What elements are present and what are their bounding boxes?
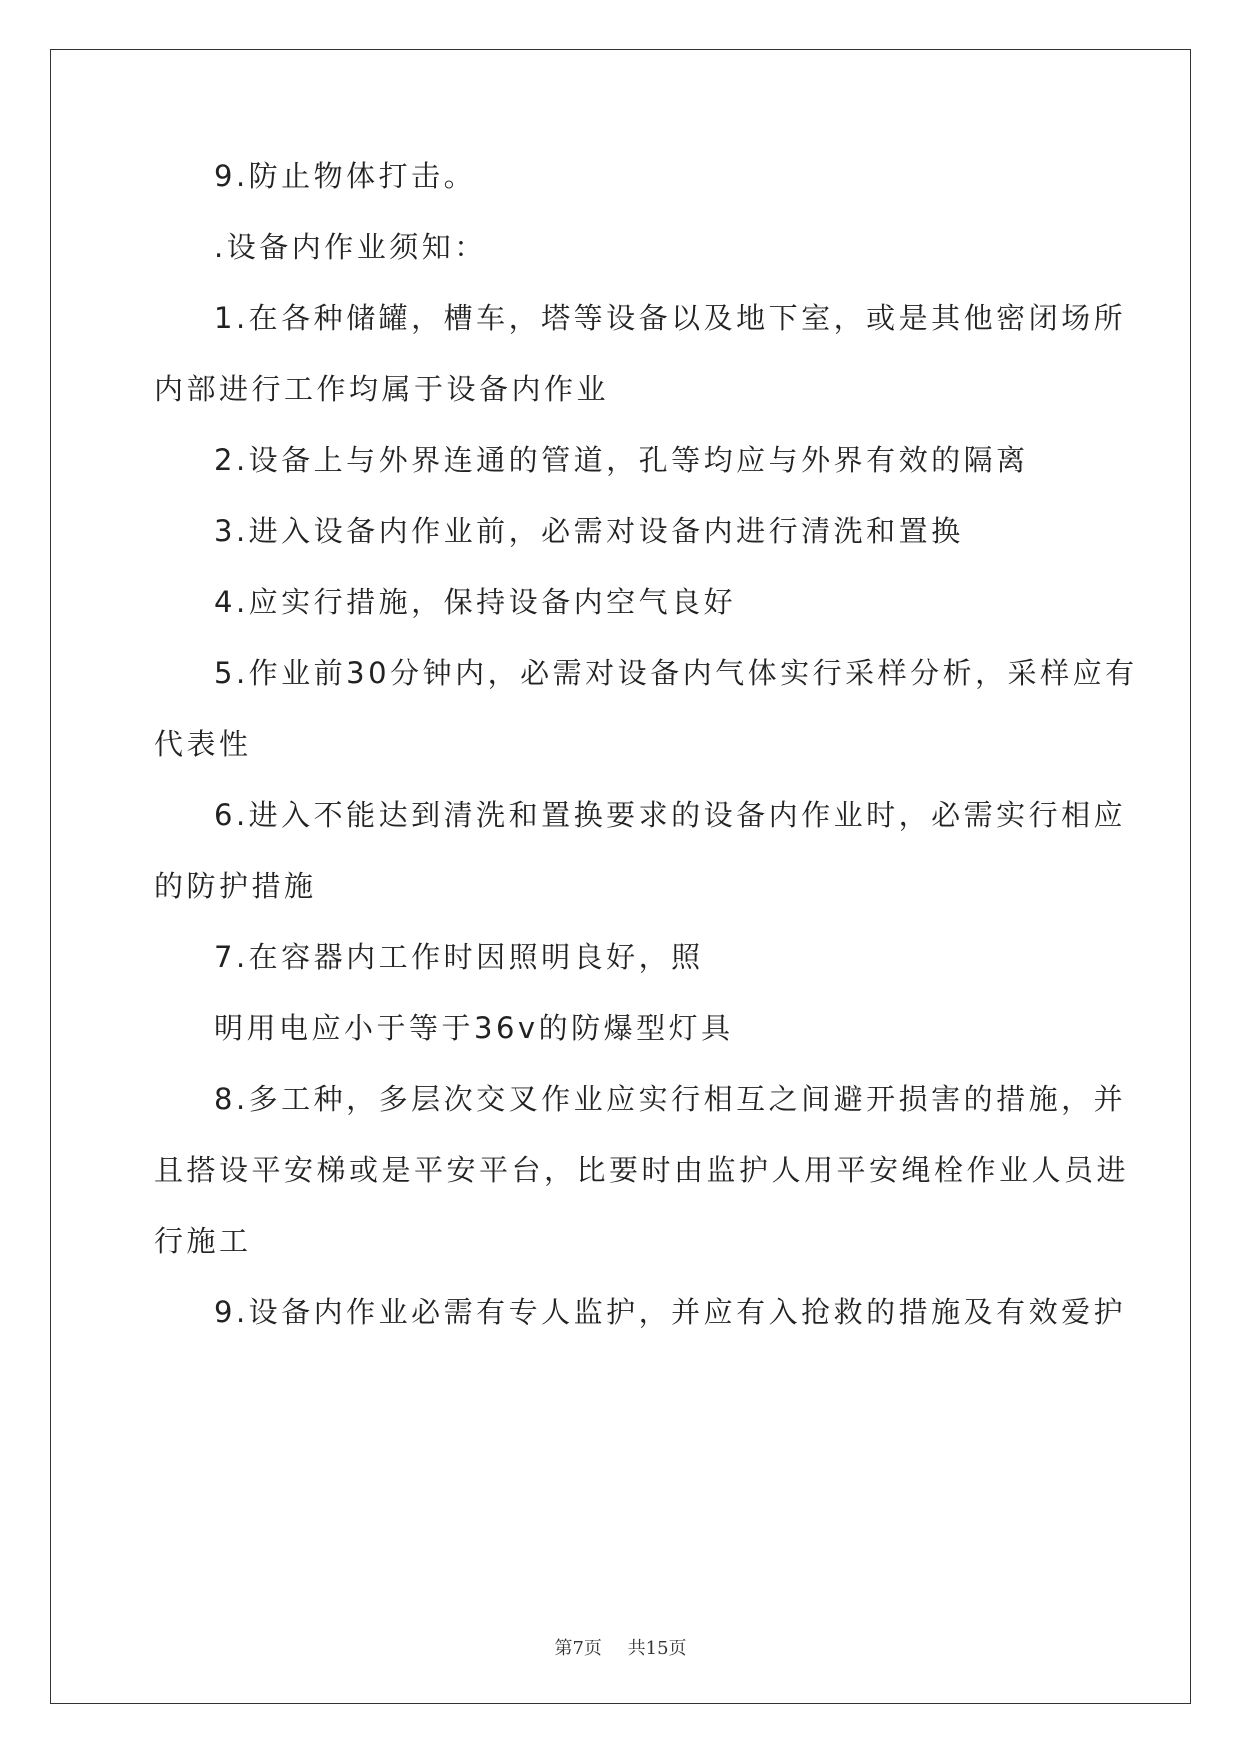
- text-line: 7.在容器内工作时因照明良好，照: [214, 940, 704, 974]
- text-line: 5.作业前30分钟内，必需对设备内气体实行采样分析，采样应有: [214, 656, 1138, 690]
- text-line: 8.多工种，多层次交叉作业应实行相互之间避开损害的措施，并: [214, 1082, 1127, 1116]
- page-footer: [0, 1637, 1241, 1661]
- text-line: 3.进入设备内作业前，必需对设备内进行清洗和置换: [214, 514, 964, 548]
- text-line: 代表性: [154, 727, 252, 761]
- text-line: 4.应实行措施，保持设备内空气良好: [214, 585, 737, 619]
- page-number-current: 第7页: [554, 1638, 602, 1659]
- text-line: 内部进行工作均属于设备内作业: [154, 372, 610, 406]
- text-line: 6.进入不能达到清洗和置换要求的设备内作业时，必需实行相应: [214, 798, 1127, 832]
- text-line: 2.设备上与外界连通的管道，孔等均应与外界有效的隔离: [214, 443, 1029, 477]
- text-line: 行施工: [154, 1224, 252, 1258]
- text-line: 明用电应小于等于36v的防爆型灯具: [214, 1011, 734, 1045]
- section-heading: .设备内作业须知：: [214, 230, 487, 264]
- text-line: 且搭设平安梯或是平安平台，比要时由监护人用平安绳栓作业人员进: [154, 1153, 1130, 1187]
- text-line: 9.设备内作业必需有专人监护，并应有入抢救的措施及有效爱护: [214, 1295, 1127, 1329]
- text-line: 9.防止物体打击。: [214, 159, 477, 193]
- text-line: 1.在各种储罐，槽车，塔等设备以及地下室，或是其他密闭场所: [214, 301, 1127, 335]
- text-line: 的防护措施: [154, 869, 317, 903]
- page-number-total: 共15页: [627, 1638, 687, 1659]
